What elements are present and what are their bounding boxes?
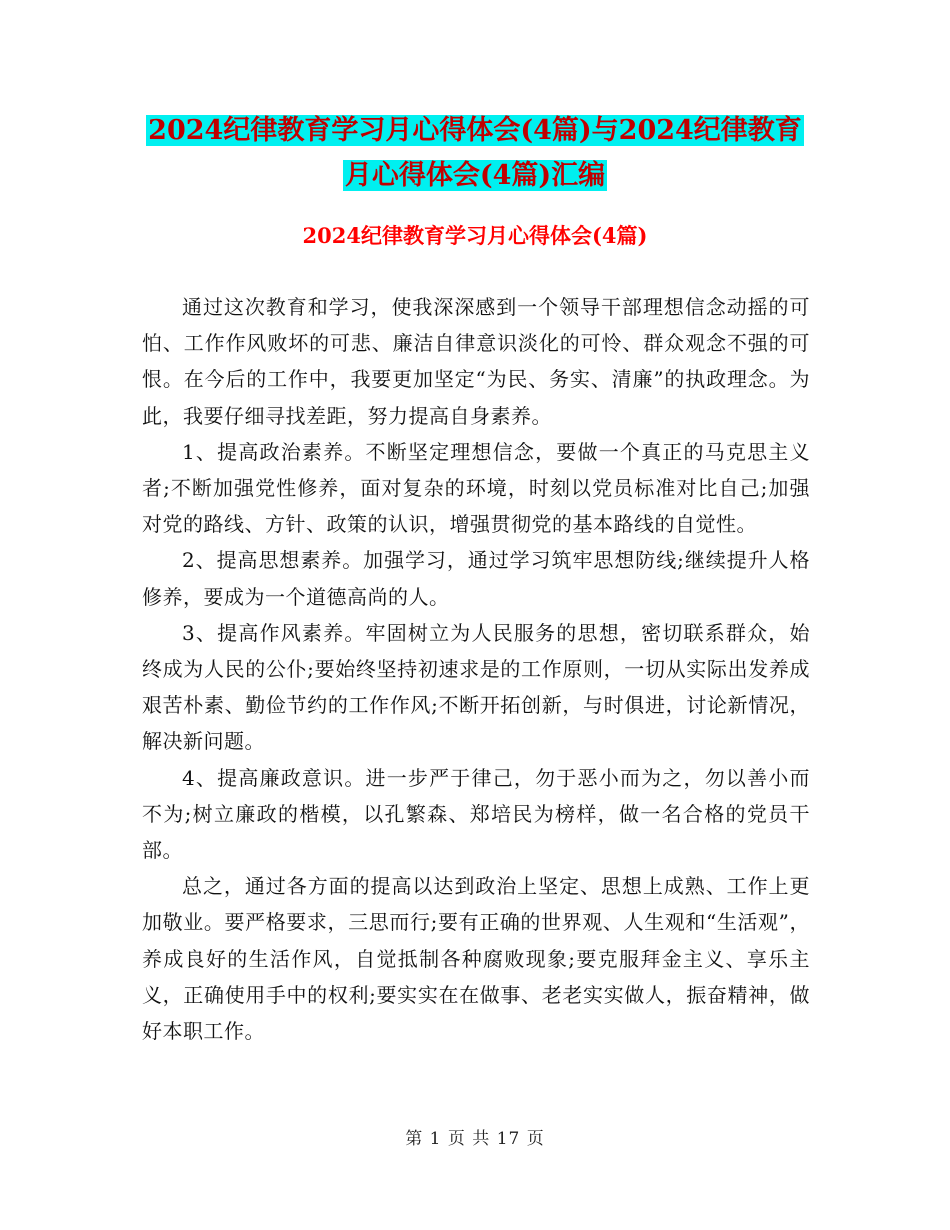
title-highlight-1: 2024纪律教育学习月心得体会(4篇)与2024纪律教育 [148,115,802,146]
paragraph-point-1: 1、提高政治素养。不断坚定理想信念，要做一个真正的马克思主义者;不断加强党性修养，面对复杂的环境，时刻以党员标准对比自己;加强对党的路线、方针、政策的认识，增强贯彻党的基本路线的自觉性。 [142,439,810,537]
body-text [142,289,810,1049]
paragraph-point-3: 3、提高作风素养。牢固树立为人民服务的思想，密切联系群众，始终成为人民的公仆;要始终坚持初速求是的工作原则，一切从实际出发养成艰苦朴素、勤俭节约的工作作风;不断开拓创新，与时俱进，讨论新情况，解决新问题。 [142,620,810,754]
paragraph-conclusion: 总之，通过各方面的提高以达到政治上坚定、思想上成熟、工作上更加敬业。要严格要求，三思而行;要有正确的世界观、人生观和“生活观”，养成良好的生活作风，自觉抵制各种腐败现象;要克服拜金主义、享乐主义，正确使用手中的权利;要实实在在做事、老老实实做人，振奋精神，做好本职工作。 [142,874,810,1044]
paragraph-intro: 通过这次教育和学习，使我深深感到一个领导干部理想信念动摇的可怕、工作作风败坏的可悲、廉洁自律意识淡化的可怜、群众观念不强的可恨。在今后的工作中，我要更加坚定“为民、务实、清廉”的执政理念。为此，我要仔细寻找差距，努力提高自身素养。 [142,295,810,428]
paragraph-point-4: 4、提高廉政意识。进一步严于律己，勿于恶小而为之，勿以善小而不为;树立廉政的楷模，以孔繁森、郑培民为榜样，做一名合格的党员干部。 [142,765,810,863]
document-title-line-1 [0,109,950,153]
paragraph-point-2: 2、提高思想素养。加强学习，通过学习筑牢思想防线;继续提升人格修养，要成为一个道德高尚的人。 [142,548,810,609]
document-title-line-2 [0,154,950,198]
title-highlight-2: 月心得体会(4篇)汇编 [344,160,606,191]
section-subtitle: 2024纪律教育学习月心得体会(4篇) [302,223,648,248]
page-footer: 第 1 页 共 17 页 [405,1129,545,1149]
